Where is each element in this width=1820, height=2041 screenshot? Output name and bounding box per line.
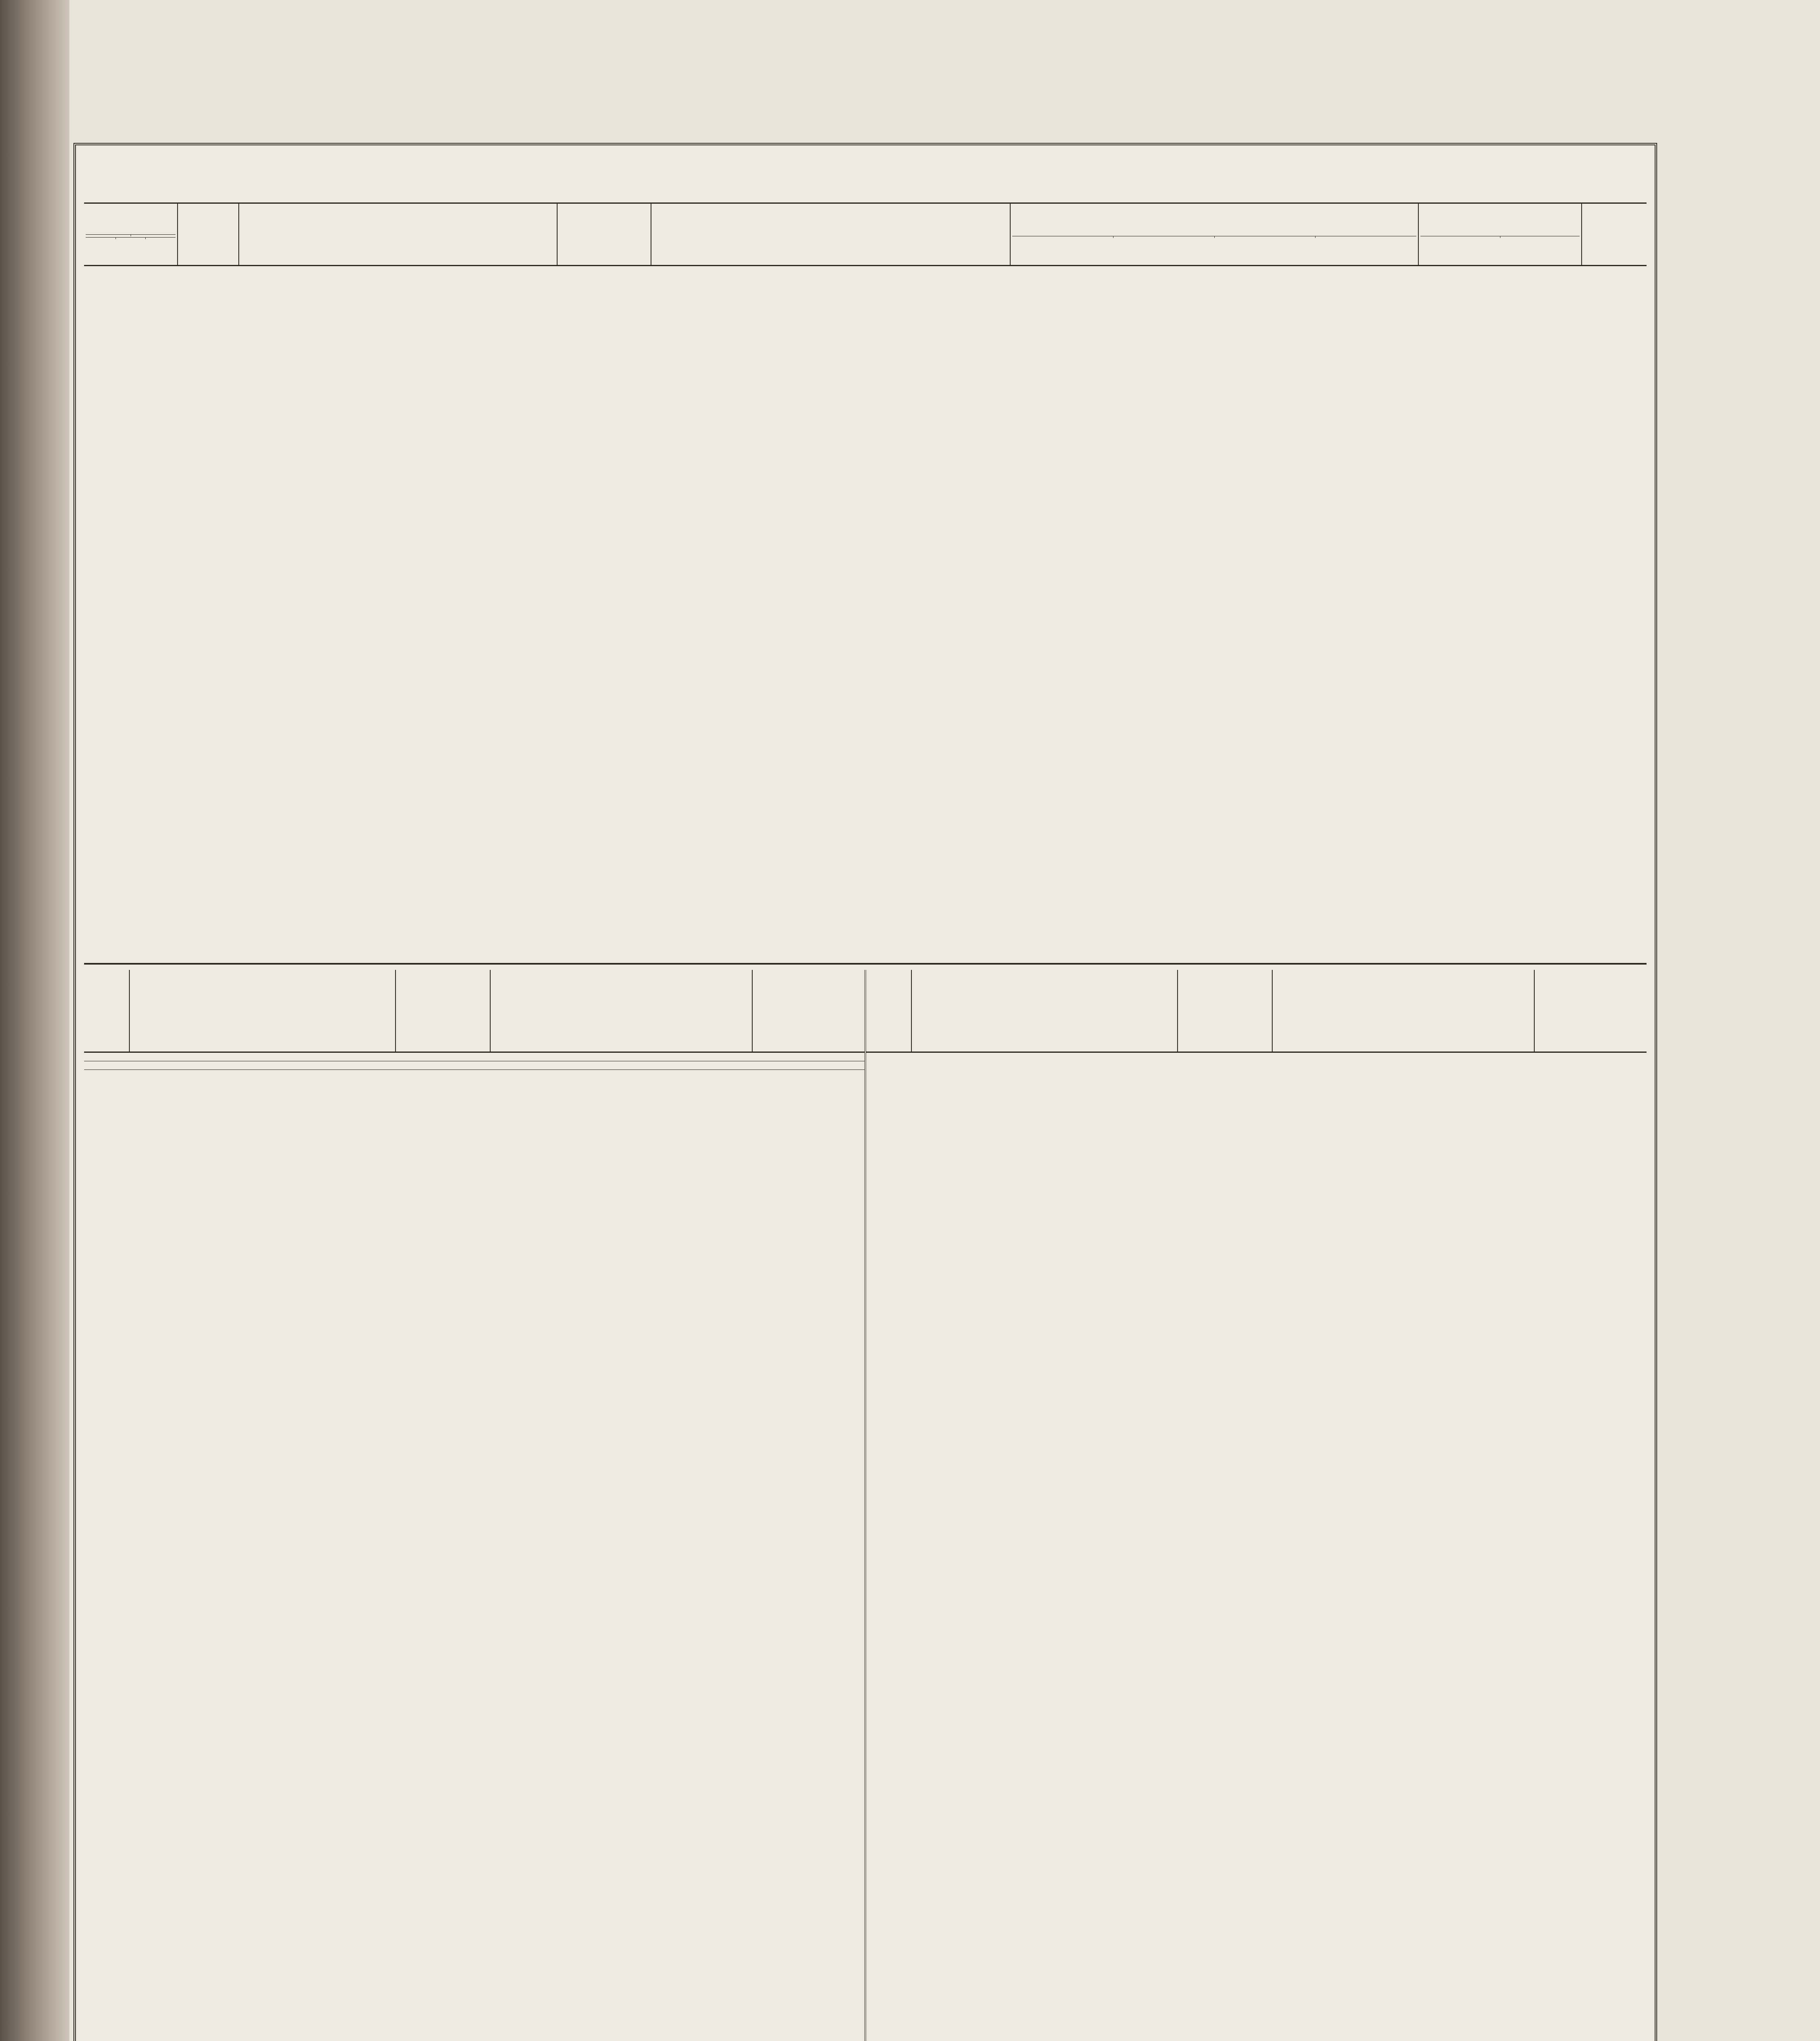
- comptant-header: [651, 204, 1011, 265]
- right-name-header: [912, 970, 1178, 1052]
- left-column-header: [84, 970, 864, 1053]
- top-table-header: [84, 204, 1647, 266]
- bottom-tables: [84, 970, 1647, 2041]
- section-sub-actions: [84, 1070, 864, 1075]
- left-name-header: [130, 970, 396, 1052]
- reports-header: [84, 204, 178, 265]
- derniers-header: [1419, 204, 1582, 265]
- left-taux-header: [84, 970, 130, 1052]
- foreign-railways-table: [84, 202, 1647, 965]
- right-comptant-header: [1273, 970, 1535, 1052]
- derniers-subheader: [1420, 236, 1580, 238]
- left-rows: [84, 1053, 864, 1075]
- name-header: [239, 204, 558, 265]
- comptant-sublabel: [86, 235, 131, 236]
- left-comptant-header: [491, 970, 753, 1052]
- right-taux-header: [866, 970, 912, 1052]
- left-interets-header: [753, 970, 864, 1052]
- terme-header: [1011, 204, 1419, 265]
- dern-cours-label: [1316, 236, 1416, 238]
- left-jouissance-header: [396, 970, 491, 1052]
- pl-bas-label: [1215, 236, 1316, 238]
- liq-sublabel: [131, 235, 176, 236]
- premier-cours-label: [1012, 236, 1113, 238]
- right-jouissance-header: [1178, 970, 1273, 1052]
- book-spine: [0, 0, 69, 2041]
- reports-subheader: [86, 234, 176, 236]
- section-title-valeurs: [84, 1061, 864, 1070]
- terme-subheader: [1012, 236, 1416, 238]
- right-interets-header: [1535, 970, 1647, 1052]
- newspaper-page: [73, 143, 1657, 2041]
- interets-header: [1582, 204, 1647, 265]
- taux-header: [178, 204, 239, 265]
- plus-haut-label: [1113, 236, 1215, 238]
- right-column: [866, 970, 1647, 2041]
- liq-pr-sublabel: [116, 238, 146, 239]
- a-lautre-sublabel: [146, 238, 176, 239]
- reports-subheader-2: [86, 237, 176, 239]
- section-title-villes: [84, 1053, 864, 1061]
- terme-label: [1500, 236, 1580, 238]
- right-column-header: [866, 970, 1647, 1053]
- liq-a-sublabel: [86, 238, 116, 239]
- left-column: [84, 970, 866, 2041]
- compt-label: [1420, 236, 1500, 238]
- jouissance-header: [558, 204, 651, 265]
